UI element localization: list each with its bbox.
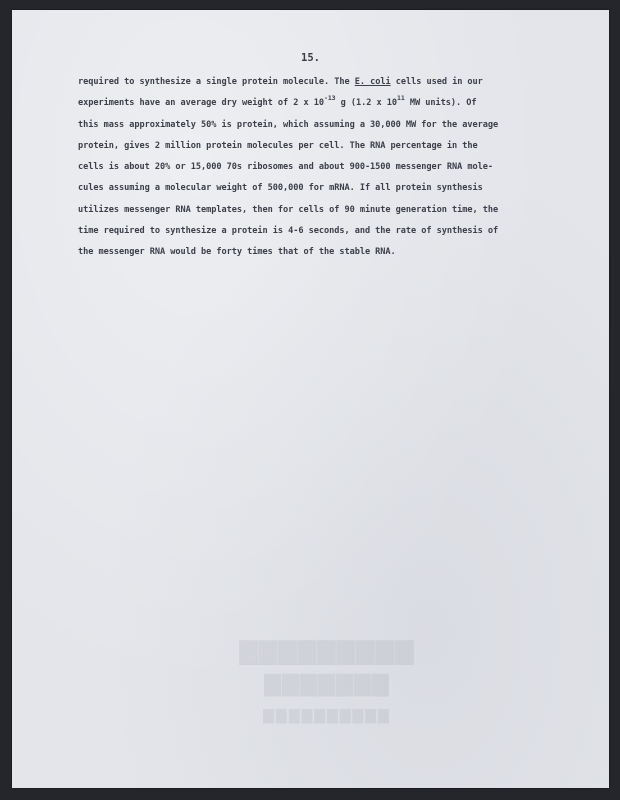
text-line-4: protein, gives 2 million protein molecules per cell. The RNA percentage in the: [78, 140, 478, 151]
bleed-through-watermark: [212, 635, 442, 731]
text-line-9: the messenger RNA would be forty times that of the stable RNA.: [78, 247, 396, 258]
page-number: 15.: [301, 52, 320, 64]
watermark-line: ▇▇▇▇▇▇▇▇▇▇: [263, 708, 391, 724]
body-paragraph: [78, 72, 578, 264]
text-line-6: cules assuming a molecular weight of 500,000 for mRNA. If all protein synthesis: [78, 183, 483, 194]
text-line-5: cells is about 20% or 15,000 70s ribosomes and about 900-1500 messenger RNA mole-: [78, 162, 494, 173]
text-line-1: [78, 72, 578, 93]
text-line-2: [78, 93, 578, 114]
text-segment: MW units). Of: [404, 98, 477, 109]
species-name: E. coli: [354, 77, 391, 87]
text-line-3: this mass approximately 50% is protein, which assuming a 30,000 MW for the average: [78, 119, 499, 130]
watermark-line: ▇▇▇▇▇▇▇: [264, 671, 390, 697]
exponent: -13: [323, 94, 336, 103]
text-segment: required to synthesize a single protein molecule. The: [78, 77, 355, 87]
text-line-8: time required to synthesize a protein is 4-6 seconds, and the rate of synthesis of: [78, 226, 499, 237]
document-page: [12, 10, 609, 788]
exponent: 11: [397, 94, 405, 103]
text-segment: g (1.2 x 10: [335, 98, 398, 109]
text-segment: experiments have an average dry weight of 2 x 10: [78, 98, 324, 109]
watermark-line: ▇▇▇▇▇▇▇▇▇: [239, 636, 415, 665]
text-line-7: utilizes messenger RNA templates, then for cells of 90 minute generation time, the: [78, 204, 499, 215]
text-segment: cells used in our: [390, 77, 483, 87]
